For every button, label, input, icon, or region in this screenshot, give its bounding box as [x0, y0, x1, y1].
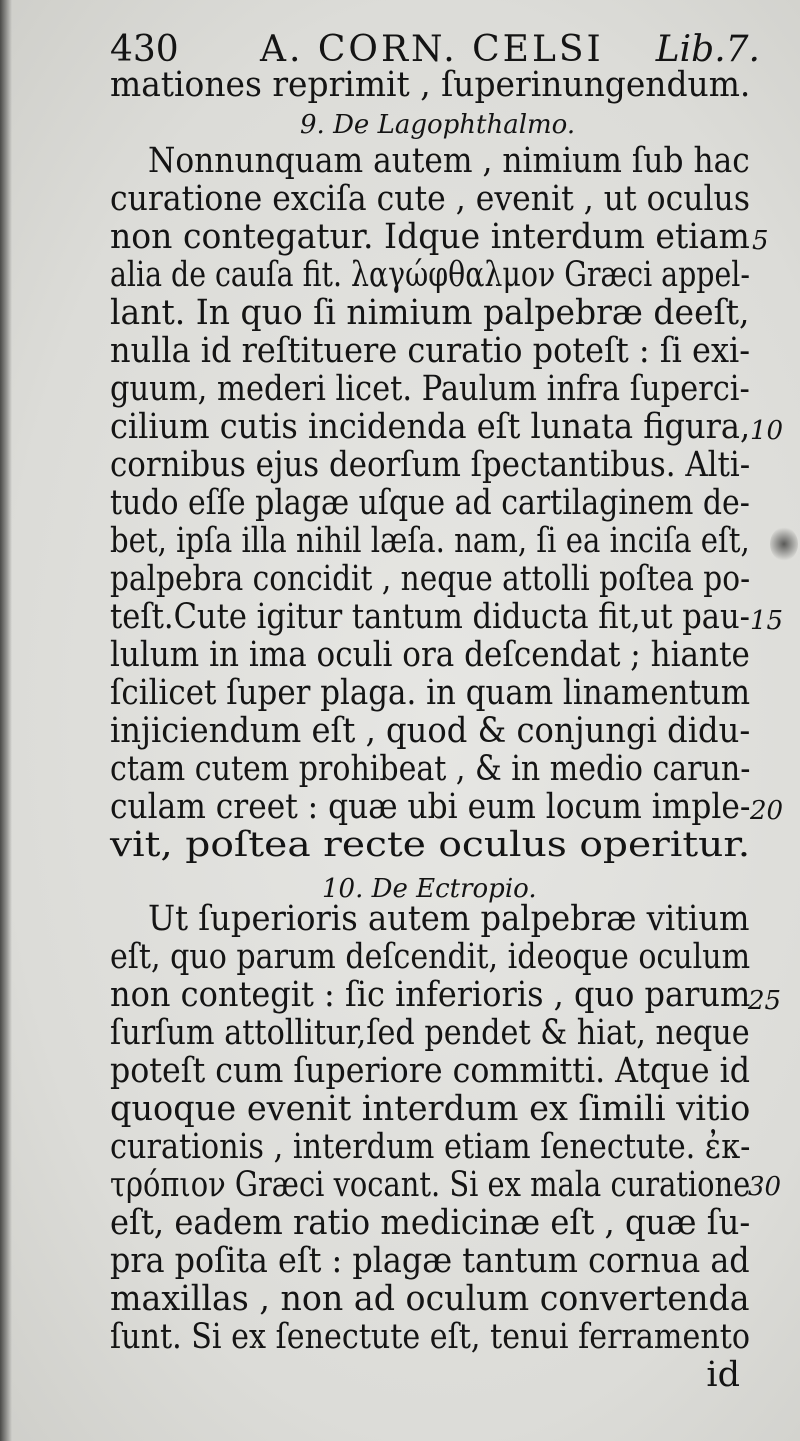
- catchword: id: [706, 1355, 740, 1395]
- text-line: culam creet : quæ ubi eum locum imple-: [110, 787, 751, 827]
- page-gutter-shadow: [0, 0, 12, 1441]
- text-line: teſt.Cute igitur tantum diducta fit,ut pau-: [110, 597, 750, 637]
- text-line: bet, ipſa illa nihil læſa. nam, ſi ea inciſa eſt,: [110, 521, 750, 561]
- text-line: Ut ſuperioris autem palpebræ vitium: [148, 899, 750, 939]
- page-number: 430: [110, 29, 179, 70]
- margin-line-number: 15: [750, 606, 784, 636]
- text-line: lulum in ima oculi ora deſcendat ; hiante: [110, 635, 750, 675]
- margin-line-number: 30: [748, 1172, 782, 1202]
- text-line: ſunt. Si ex ſenectute eſt, tenui ferramento: [110, 1317, 750, 1357]
- paper-stain: [770, 527, 798, 561]
- margin-line-number: 25: [748, 986, 782, 1016]
- text-line: ſcilicet ſuper plaga. in quam linamentum: [110, 673, 751, 713]
- text-line: lant. In quo ſi nimium palpebræ deeſt,: [110, 293, 750, 333]
- text-line: ctam cutem prohibeat , & in medio carun-: [110, 749, 751, 789]
- text-line: quoque evenit interdum ex ſimili vitio: [110, 1089, 751, 1129]
- running-title: A. CORN. CELSI: [260, 29, 604, 70]
- margin-line-number: 10: [750, 416, 784, 446]
- text-line: pra poſita eſt : plagæ tantum cornua ad: [110, 1241, 750, 1281]
- text-line: maxillas , non ad oculum convertenda: [110, 1279, 750, 1319]
- text-line: cilium cutis incidenda eſt lunata figura,: [110, 407, 751, 447]
- margin-line-number: 20: [750, 796, 784, 826]
- text-line: nulla id reſtituere curatio poteſt : ſi exi-: [110, 331, 750, 371]
- text-line: τρόπιον Græci vocant. Si ex mala curatione: [110, 1165, 751, 1205]
- text-line: mationes reprimit , ſuperinungendum.: [110, 65, 751, 105]
- book-number: Lib.7.: [655, 29, 760, 70]
- text-line: alia de cauſa fit. λαγώφθαλμον Græci appel-: [110, 255, 750, 295]
- text-line: eſt, quo parum deſcendit, ideoque oculum: [110, 937, 751, 977]
- text-line: non contegatur. Idque interdum etiam: [110, 217, 750, 257]
- text-line: tudo eſſe plagæ uſque ad cartilaginem de-: [110, 483, 750, 523]
- section-heading-ectropio: 10. De Ectropio.: [322, 874, 537, 904]
- section-heading-lagophthalmo: 9. De Lagophthalmo.: [300, 110, 576, 140]
- text-line: curationis , interdum etiam ſenectute. ἐκ-: [110, 1127, 751, 1167]
- text-line: poteſt cum ſuperiore committi. Atque id: [110, 1051, 750, 1091]
- text-line: non contegit : ſic inferioris , quo parum: [110, 975, 751, 1015]
- text-line: guum, mederi licet. Paulum infra ſuperci-: [110, 369, 750, 409]
- text-line: eſt, eadem ratio medicinæ eſt , quæ ſu-: [110, 1203, 751, 1243]
- text-line: palpebra concidit , neque attolli poſtea po-: [110, 559, 751, 599]
- text-line: cornibus ejus deorſum ſpectantibus. Alti-: [110, 445, 751, 485]
- text-line: injiciendum eſt , quod & conjungi didu-: [110, 711, 751, 751]
- text-line: curatione exciſa cute , evenit , ut oculus: [110, 179, 750, 219]
- text-line: ſurſum attollitur,ſed pendet & hiat, neque: [110, 1013, 750, 1053]
- text-line: Nonnunquam autem , nimium ſub hac: [148, 141, 750, 181]
- text-line: vit, poſtea recte oculus operitur.: [110, 825, 751, 865]
- margin-line-number: 5: [752, 226, 769, 256]
